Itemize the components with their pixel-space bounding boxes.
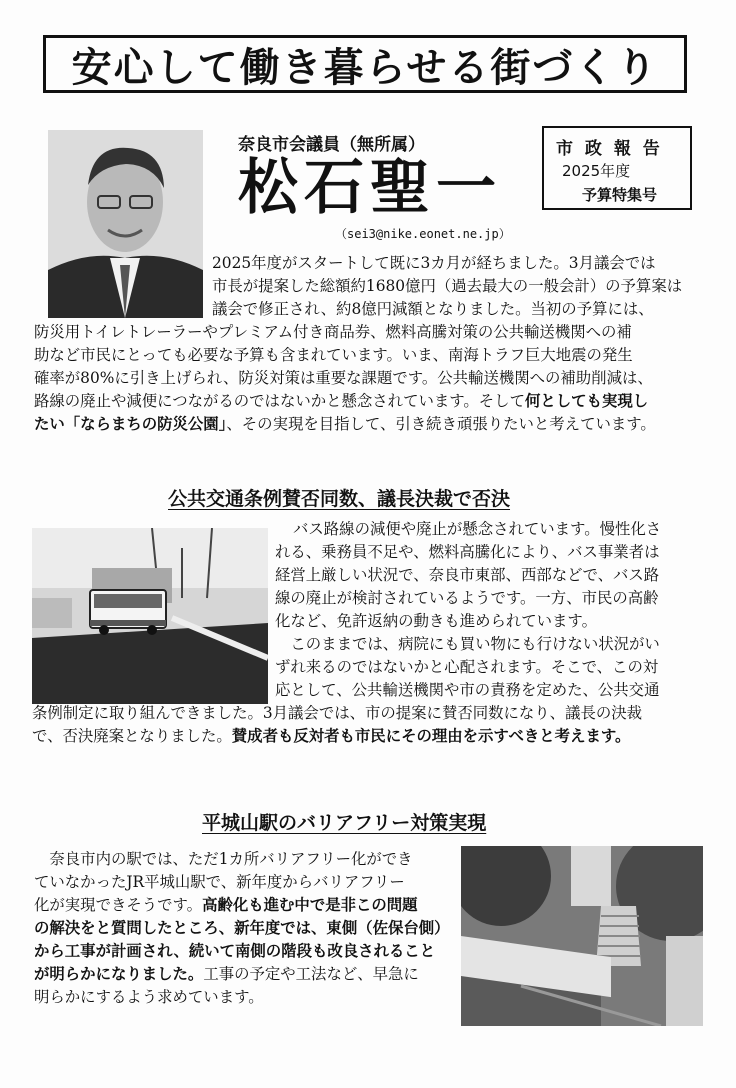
barrierfree-line: 奈良市内の駅では、ただ1カ所バリアフリー化ができ xyxy=(34,850,413,868)
intro-line: たい「ならまちの防災公園」、その実現を目指して、引き続き頑張りたいと考えています。 xyxy=(34,415,656,433)
intro-emphasis: たい「ならまちの防災公園」 xyxy=(34,415,227,433)
transit-emphasis: 賛成者も反対者も市民にその理由を示すべきと考えます。 xyxy=(231,727,631,745)
barrierfree-line: 化が実現できそうです。高齢化も進む中で是非この問題 xyxy=(34,896,418,914)
intro-line: 議会で修正され、約8億円減額となりました。当初の予算には、 xyxy=(212,300,654,318)
transit-line: バス路線の減便や廃止が懸念されています。慢性化さ xyxy=(293,520,662,538)
intro-paragraph xyxy=(34,252,714,438)
transit-line: 経営上厳しい状況で、奈良市東部、西部などで、バス路 xyxy=(275,566,660,584)
transit-line: 化など、免許返納の動きも進められています。 xyxy=(275,612,597,630)
intro-line: 市長が提案した総額約1680億円（過去最大の一般会計）の予算案は xyxy=(212,277,683,295)
barrierfree-line xyxy=(34,940,435,963)
transit-paragraph xyxy=(30,518,710,758)
page-title: 安心して働き暮らせる街づくり xyxy=(71,44,659,91)
barrierfree-line: が明らかになりました。工事の予定や工法など、早急に xyxy=(34,965,419,983)
barrierfree-emphasis: から工事が計画され、続いて南側の階段も改良されること xyxy=(34,942,436,960)
intro-line: 防災用トイレトレーラーやプレミアム付き商品券、燃料高騰対策の公共輸送機関への補 xyxy=(34,323,632,341)
section-heading-barrierfree: 平城山駅のバリアフリー対策実現 xyxy=(202,812,487,834)
profile-role: 奈良市会議員（無所属） xyxy=(238,135,425,155)
station-photo xyxy=(461,846,703,1026)
page-title-box xyxy=(43,35,687,93)
intro-line: 助など市民にとっても必要な予算も含まれています。いま、南海トラフ巨大地震の発生 xyxy=(34,346,633,364)
transit-line: れる、乗務員不足や、燃料高騰化により、バス事業者は xyxy=(275,543,660,561)
barrierfree-paragraph xyxy=(34,848,464,1018)
transit-line: 応として、公共輸送機関や市の責務を定めた、公共交通 xyxy=(275,681,660,699)
transit-line: ずれ来るのではないかと心配されます。そこで、この対 xyxy=(275,658,659,676)
profile-name: 松石聖一 xyxy=(238,153,502,223)
transit-line: 条例制定に取り組んできました。3月議会では、市の提案に賛否同数になり、議長の決裁 xyxy=(32,704,643,722)
transit-line: このままでは、病院にも買い物にも行けない状況がい xyxy=(275,635,660,653)
barrierfree-emphasis: が明らかになりました。 xyxy=(34,965,204,983)
section-heading-transit: 公共交通条例賛否同数、議長決裁で否決 xyxy=(168,488,511,510)
barrierfree-line xyxy=(34,917,450,940)
barrierfree-line: ていなかったJR平城山駅で、新年度からバリアフリー xyxy=(34,873,405,891)
report-edition: 予算特集号 xyxy=(582,186,658,204)
report-label: 市 政 報 告 xyxy=(556,139,663,159)
profile-email: （sei3@nike.eonet.ne.jp） xyxy=(335,227,511,241)
intro-emphasis: 何としても実現し xyxy=(524,392,649,410)
intro-line: 路線の廃止や減便につながるのではないかと懸念されています。そして何としても実現し xyxy=(34,392,649,410)
intro-line: 2025年度がスタートして既に3カ月が経ちました。3月議会では xyxy=(212,254,656,272)
report-info-box xyxy=(542,126,692,210)
report-year: 2025年度 xyxy=(562,162,631,180)
transit-line: 線の廃止が検討されているようです。一方、市民の高齢 xyxy=(275,589,659,607)
barrierfree-line: 明らかにするよう求めています。 xyxy=(34,988,264,1006)
transit-line: で、否決廃案となりました。賛成者も反対者も市民にその理由を示すべきと考えます。 xyxy=(32,727,631,745)
intro-line: 確率が80%に引き上げられ、防災対策は重要な課題です。公共輸送機関への補助削減は、 xyxy=(34,369,653,387)
barrierfree-emphasis: の解決をと質問したところ、新年度では、東側（佐保台側） xyxy=(34,919,450,937)
barrierfree-emphasis: 高齢化も進む中で是非この問題 xyxy=(202,896,418,914)
